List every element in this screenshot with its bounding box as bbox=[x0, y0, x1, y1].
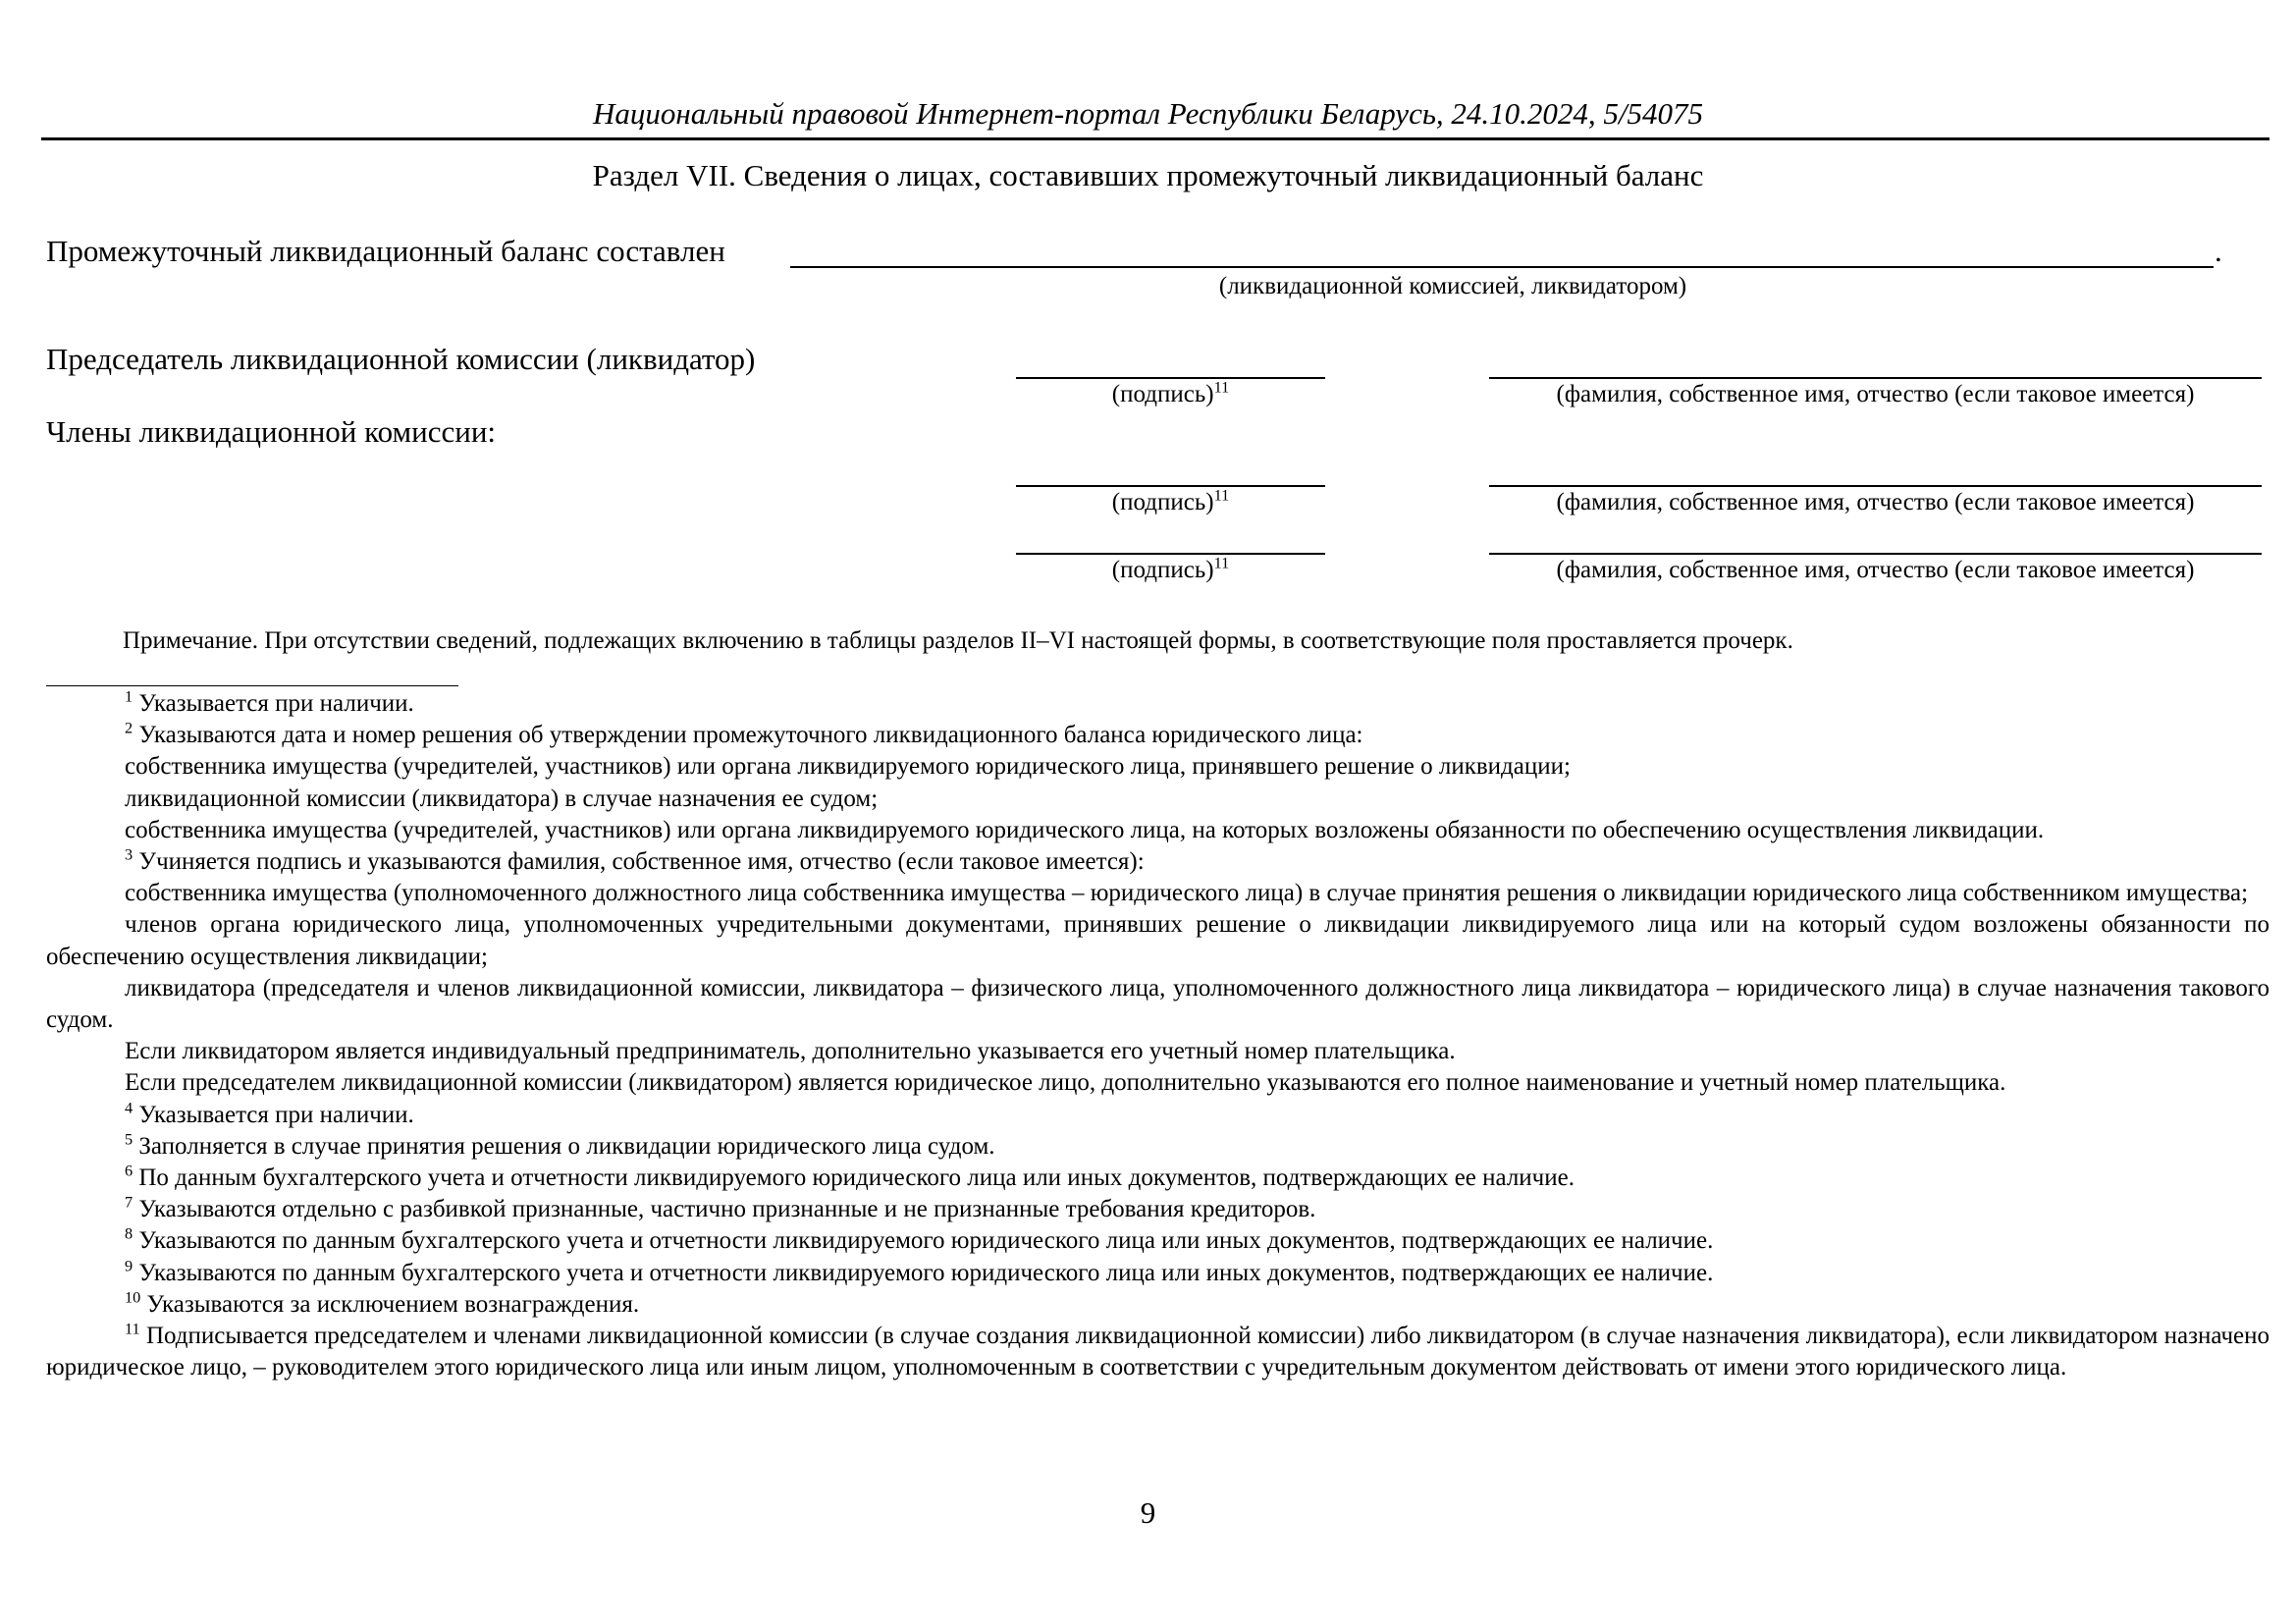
footnote-9 bbox=[46, 1258, 2269, 1289]
signature-caption-text: (подпись) bbox=[1111, 489, 1214, 515]
footnotes bbox=[46, 688, 2269, 1383]
member1-signature-caption bbox=[1016, 488, 1325, 517]
member2-signature-line bbox=[1016, 553, 1325, 555]
signature-caption-text: (подпись) bbox=[1111, 557, 1214, 583]
footnote-3-item: ликвидатора (председателя и членов ликвидационной комиссии, ликвидатора – физического лица, уполномоченного должностного лица ликвидатора – юридического лица) в случае назначения такового судом. bbox=[46, 974, 2269, 1034]
members-label: Члены ликвидационной комиссии: bbox=[46, 414, 497, 449]
footnote-number: 3 bbox=[125, 845, 133, 864]
signature-caption-text: (подпись) bbox=[1111, 381, 1214, 407]
compiled-by-end-mark: . bbox=[2215, 234, 2222, 268]
footnote-3 bbox=[46, 846, 2269, 878]
footnote-ref: 11 bbox=[1213, 378, 1230, 397]
footnote-1 bbox=[46, 688, 2269, 720]
footnote-ref: 11 bbox=[1213, 486, 1230, 505]
member2-name-line bbox=[1489, 553, 2262, 555]
footnote-number: 7 bbox=[125, 1193, 133, 1212]
footnote-number: 6 bbox=[125, 1162, 133, 1180]
header-divider bbox=[41, 137, 2269, 140]
page-header: Национальный правовой Интернет-портал Республики Беларусь, 24.10.2024, 5/54075 bbox=[592, 96, 1704, 131]
footnote-7 bbox=[46, 1194, 2269, 1225]
chairman-signature-caption bbox=[1016, 380, 1325, 409]
compiled-by-fill-line bbox=[790, 266, 2214, 268]
footnote-2 bbox=[46, 720, 2269, 751]
footnote-text: Указываются по данным бухгалтерского учета и отчетности ликвидируемого юридического лица или иных документов, подтверждающих ее наличие. bbox=[133, 1227, 1714, 1255]
footnote-ref: 11 bbox=[1213, 554, 1230, 572]
page-number: 9 bbox=[1140, 1495, 1156, 1530]
footnote-divider bbox=[46, 685, 458, 686]
section-title: Раздел VII. Сведения о лицах, составивших промежуточный ликвидационный баланс bbox=[592, 158, 1704, 192]
footnote-8 bbox=[46, 1225, 2269, 1257]
footnote-text: Указывается при наличии. bbox=[133, 690, 414, 717]
footnote-2-item: собственника имущества (учредителей, участников) или органа ликвидируемого юридического лица, принявшего решение о ликвидации; bbox=[125, 753, 1571, 781]
note: Примечание. При отсутствии сведений, подлежащих включению в таблицы разделов II–VI настоящей формы, в соответствующие поля проставляется прочерк. bbox=[123, 627, 1793, 654]
footnote-text: Заполняется в случае принятия решения о ликвидации юридического лица судом. bbox=[133, 1132, 995, 1160]
footnote-text: Указывается при наличии. bbox=[133, 1101, 414, 1128]
footnote-text: Подписывается председателем и членами ликвидационной комиссии (в случае создания ликвидационной комиссии) либо ликвидатором (в случае назначения ликвидатора), если ликвидатором назначено юридическое лицо, – руководителем этого юридического лица или иным лицом, уполномоченным в соответствии с учредительным документом действовать от имени этого юридического лица. bbox=[46, 1323, 2269, 1381]
footnote-number: 9 bbox=[125, 1257, 133, 1275]
footnote-11 bbox=[46, 1321, 2269, 1383]
footnote-text: Указываются за исключением вознаграждения. bbox=[140, 1290, 640, 1318]
footnote-number: 1 bbox=[125, 687, 133, 706]
footnote-3-item: Если председателем ликвидационной комиссии (ликвидатором) является юридическое лицо, дополнительно указываются его полное наименование и учетный номер плательщика. bbox=[125, 1069, 2006, 1097]
member1-name-line bbox=[1489, 485, 2262, 487]
footnote-number: 4 bbox=[125, 1099, 133, 1117]
footnote-text: По данным бухгалтерского учета и отчетности ликвидируемого юридического лица или иных документов, подтверждающих ее наличие. bbox=[133, 1164, 1575, 1192]
footnote-2-item: ликвидационной комиссии (ликвидатора) в случае назначения ее судом; bbox=[125, 785, 879, 812]
footnote-2-item: собственника имущества (учредителей, участников) или органа ликвидируемого юридического лица, на которых возложены обязанности по обеспечению осуществления ликвидации. bbox=[125, 816, 2045, 843]
member2-signature-caption bbox=[1016, 556, 1325, 585]
footnote-number: 2 bbox=[125, 719, 133, 737]
footnote-10 bbox=[46, 1289, 2269, 1321]
footnote-4 bbox=[46, 1100, 2269, 1131]
member2-name-caption: (фамилия, собственное имя, отчество (если таковое имеется) bbox=[1556, 557, 2195, 583]
footnote-text: Указываются дата и номер решения об утверждении промежуточного ликвидационного баланса юридического лица: bbox=[133, 722, 1363, 749]
footnote-text: Указываются по данным бухгалтерского учета и отчетности ликвидируемого юридического лица или иных документов, подтверждающих ее наличие. bbox=[133, 1259, 1714, 1286]
chairman-name-line bbox=[1489, 377, 2262, 379]
footnote-number: 8 bbox=[125, 1225, 133, 1244]
footnote-text: Указываются отдельно с разбивкой признанные, частично признанные и не признанные требования кредиторов. bbox=[133, 1196, 1316, 1223]
footnote-text: Учиняется подпись и указываются фамилия, собственное имя, отчество (если таковое имеется): bbox=[133, 848, 1145, 876]
footnote-5 bbox=[46, 1131, 2269, 1163]
footnote-number: 11 bbox=[125, 1320, 140, 1338]
chairman-signature-line bbox=[1016, 377, 1325, 379]
footnote-3-item: собственника имущества (уполномоченного должностного лица собственника имущества – юридического лица) в случае принятия решения о ликвидации юридического лица собственником имущества; bbox=[125, 880, 2249, 907]
chairman-name-caption: (фамилия, собственное имя, отчество (если таковое имеется) bbox=[1556, 381, 2195, 407]
footnote-number: 10 bbox=[125, 1288, 141, 1307]
member1-name-caption: (фамилия, собственное имя, отчество (если таковое имеется) bbox=[1556, 489, 2195, 515]
footnote-number: 5 bbox=[125, 1130, 133, 1149]
footnote-3-item: Если ликвидатором является индивидуальный предприниматель, дополнительно указывается его учетный номер плательщика. bbox=[125, 1038, 1456, 1065]
compiled-by-label: Промежуточный ликвидационный баланс составлен bbox=[46, 234, 725, 268]
footnote-6 bbox=[46, 1163, 2269, 1194]
footnote-3-item: членов органа юридического лица, уполномоченных учредительными документами, принявших решение о ликвидации ликвидируемого лица или на который судом возложены обязанности по обеспечению осуществления ликвидации; bbox=[46, 911, 2269, 970]
member1-signature-line bbox=[1016, 485, 1325, 487]
chairman-label: Председатель ликвидационной комиссии (ликвидатор) bbox=[46, 342, 756, 376]
compiled-by-caption: (ликвидационной комиссией, ликвидатором) bbox=[1218, 273, 1687, 299]
